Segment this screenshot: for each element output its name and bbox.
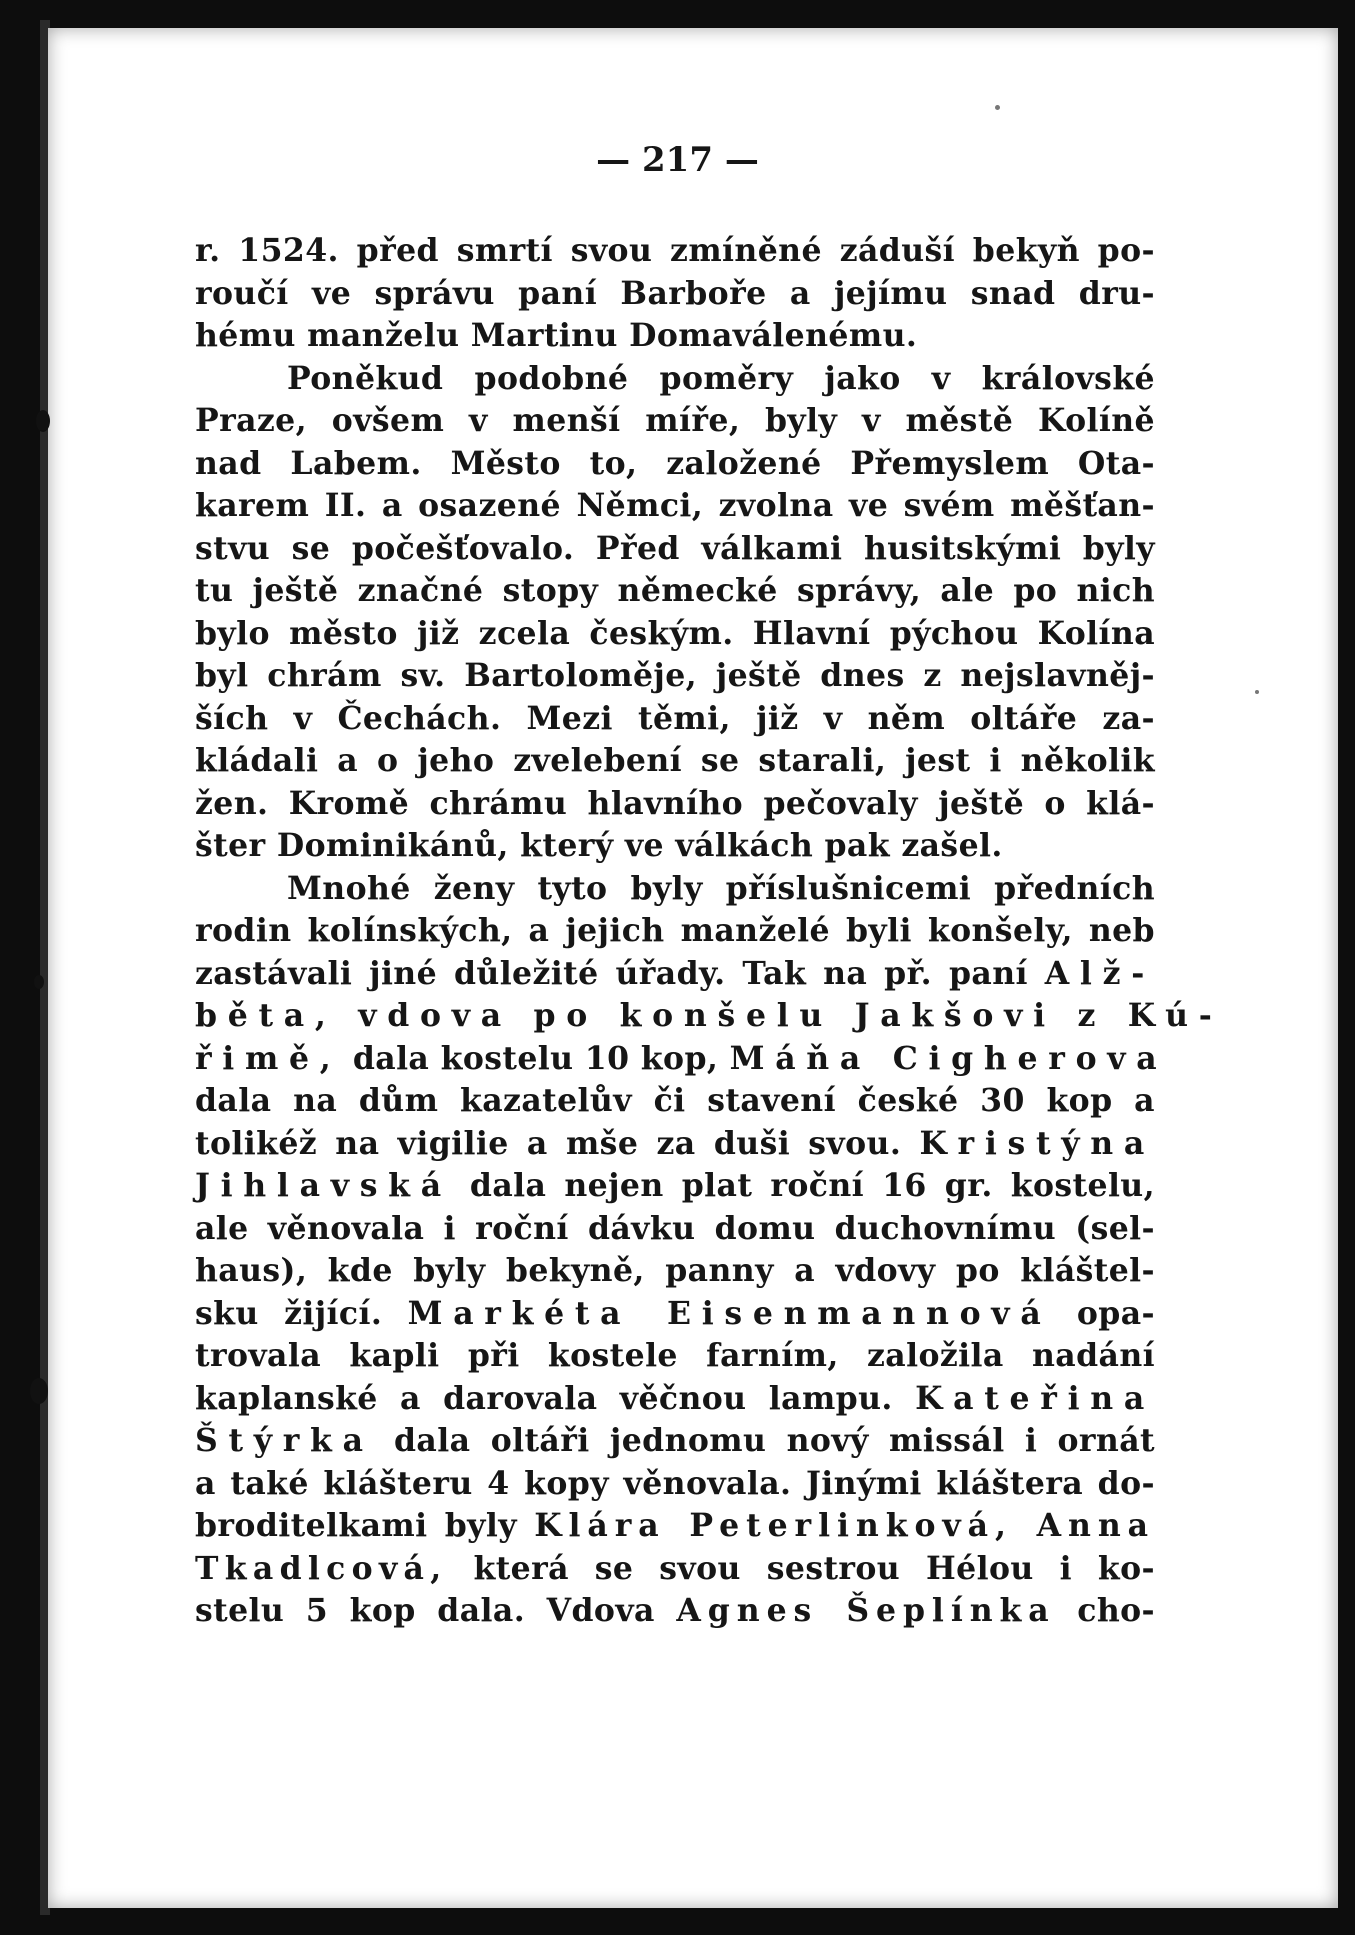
text-line: a také klášteru 4 kopy věnovala. Jinými kláštera do- — [195, 1464, 1155, 1502]
text-line: šter Dominikánů, který ve válkách pak zašel. — [195, 827, 1003, 864]
text-line: Mnohé ženy tyto byly příslušnicemi předních — [287, 869, 1155, 907]
text-line: tu ještě značné stopy německé správy, ale po nich — [195, 572, 1155, 609]
binding-mark-top — [36, 410, 50, 432]
text-line — [195, 953, 1155, 996]
text-line — [195, 1293, 1155, 1336]
text-line: ale věnovala i roční dávku domu duchovnímu (sel- — [195, 1209, 1155, 1247]
body-text — [195, 230, 1223, 1633]
spaced-name: Máňa Cigherova — [729, 1039, 1168, 1077]
spaced-name: Markéta Eisenmannová — [407, 1294, 1052, 1332]
text-line: žen. Kromě chrámu hlavního pečovaly ještě o klá- — [195, 784, 1155, 822]
spaced-name: Tkadlcová, — [195, 1549, 448, 1587]
text-line: nad Labem. Město to, založené Přemyslem Ota- — [195, 444, 1155, 482]
binding-mark-middle — [34, 975, 44, 989]
spaced-name: Jihlavská — [195, 1167, 452, 1204]
spaced-name: Kristýna — [919, 1124, 1155, 1162]
text-fragment: stelu 5 kop dala. Vdova — [195, 1592, 655, 1629]
text-line — [195, 1038, 1168, 1081]
text-fragment: cho- — [1077, 1592, 1156, 1629]
page-number: — 217 — — [596, 140, 759, 180]
text-line: r. 1524. před smrtí svou zmíněné záduší bekyň po- — [195, 232, 1155, 269]
text-fragment: broditelkami byly — [195, 1507, 517, 1544]
text-line — [195, 1420, 1155, 1463]
text-fragment: opa- — [1076, 1294, 1155, 1332]
text-line: rodin kolínských, a jejich manželé byli konšely, neb — [195, 912, 1155, 949]
text-line: trovala kapli při kostele farním, založila nadání — [195, 1337, 1155, 1374]
text-line: ších v Čechách. Mezi těmi, již v něm oltáře za- — [195, 699, 1155, 737]
text-line: Praze, ovšem v menší míře, byly v městě Kolíně — [195, 402, 1155, 439]
text-line — [195, 1590, 1155, 1633]
text-line: haus), kde byly bekyně, panny a vdovy po kláštel- — [195, 1252, 1155, 1289]
text-fragment: zastávali jiné důležité úřady. Tak na př. paní — [195, 954, 1028, 992]
text-line: byl chrám sv. Bartoloměje, ještě dnes z nejslavněj- — [195, 657, 1155, 694]
text-fragment: sku žijící. — [195, 1294, 383, 1332]
text-line: karem II. a osazené Němci, zvolna ve svém měšťan- — [195, 487, 1155, 524]
text-fragment: dala oltáři jednomu nový missál i ornát — [394, 1422, 1155, 1459]
text-fragment: dala kostelu 10 kop, — [352, 1039, 719, 1077]
text-line: bylo město již zcela českým. Hlavní pýchou Kolína — [195, 614, 1155, 652]
spaced-name: Štýrka — [195, 1422, 374, 1459]
text-fragment: tolikéž na vigilie a mše za duši svou. — [195, 1124, 902, 1162]
text-line: Poněkud podobné poměry jako v královské — [287, 359, 1155, 397]
spaced-name: Alž- — [1044, 954, 1155, 992]
text-fragment: kaplanské a darovala věčnou lampu. — [195, 1379, 893, 1417]
text-line — [195, 1378, 1155, 1421]
text-line: roučí ve správu paní Barboře a jejímu snad dru- — [195, 274, 1155, 312]
text-line — [195, 1123, 1155, 1166]
spaced-name: řimě, — [195, 1039, 342, 1077]
text-line: kládali a o jeho zvelebení se starali, jest i několik — [195, 742, 1155, 779]
text-line — [195, 1165, 1155, 1208]
binding-mark-bottom — [30, 1378, 48, 1404]
text-line: běta, vdova po konšelu Jakšovi z Kú- — [195, 997, 1223, 1034]
text-line: dala na dům kazatelův či stavení české 30 kop a — [195, 1082, 1155, 1119]
text-fragment: která se svou sestrou Hélou i ko- — [473, 1549, 1155, 1587]
text-line: hému manželu Martinu Domaválenému. — [195, 317, 918, 354]
text-fragment: dala nejen plat roční 16 gr. kostelu, — [469, 1167, 1155, 1204]
text-line — [195, 1548, 1155, 1591]
spaced-name: Agnes Šeplínka — [676, 1592, 1056, 1629]
dust-speck — [1255, 690, 1259, 694]
text-line — [195, 1505, 1155, 1548]
dust-speck — [995, 105, 1000, 110]
spaced-name: Kateřina — [915, 1379, 1155, 1417]
text-line: stvu se počešťovalo. Před válkami husitskými byly — [195, 529, 1155, 567]
spaced-name: Klára Peterlinková, Anna — [534, 1507, 1155, 1544]
